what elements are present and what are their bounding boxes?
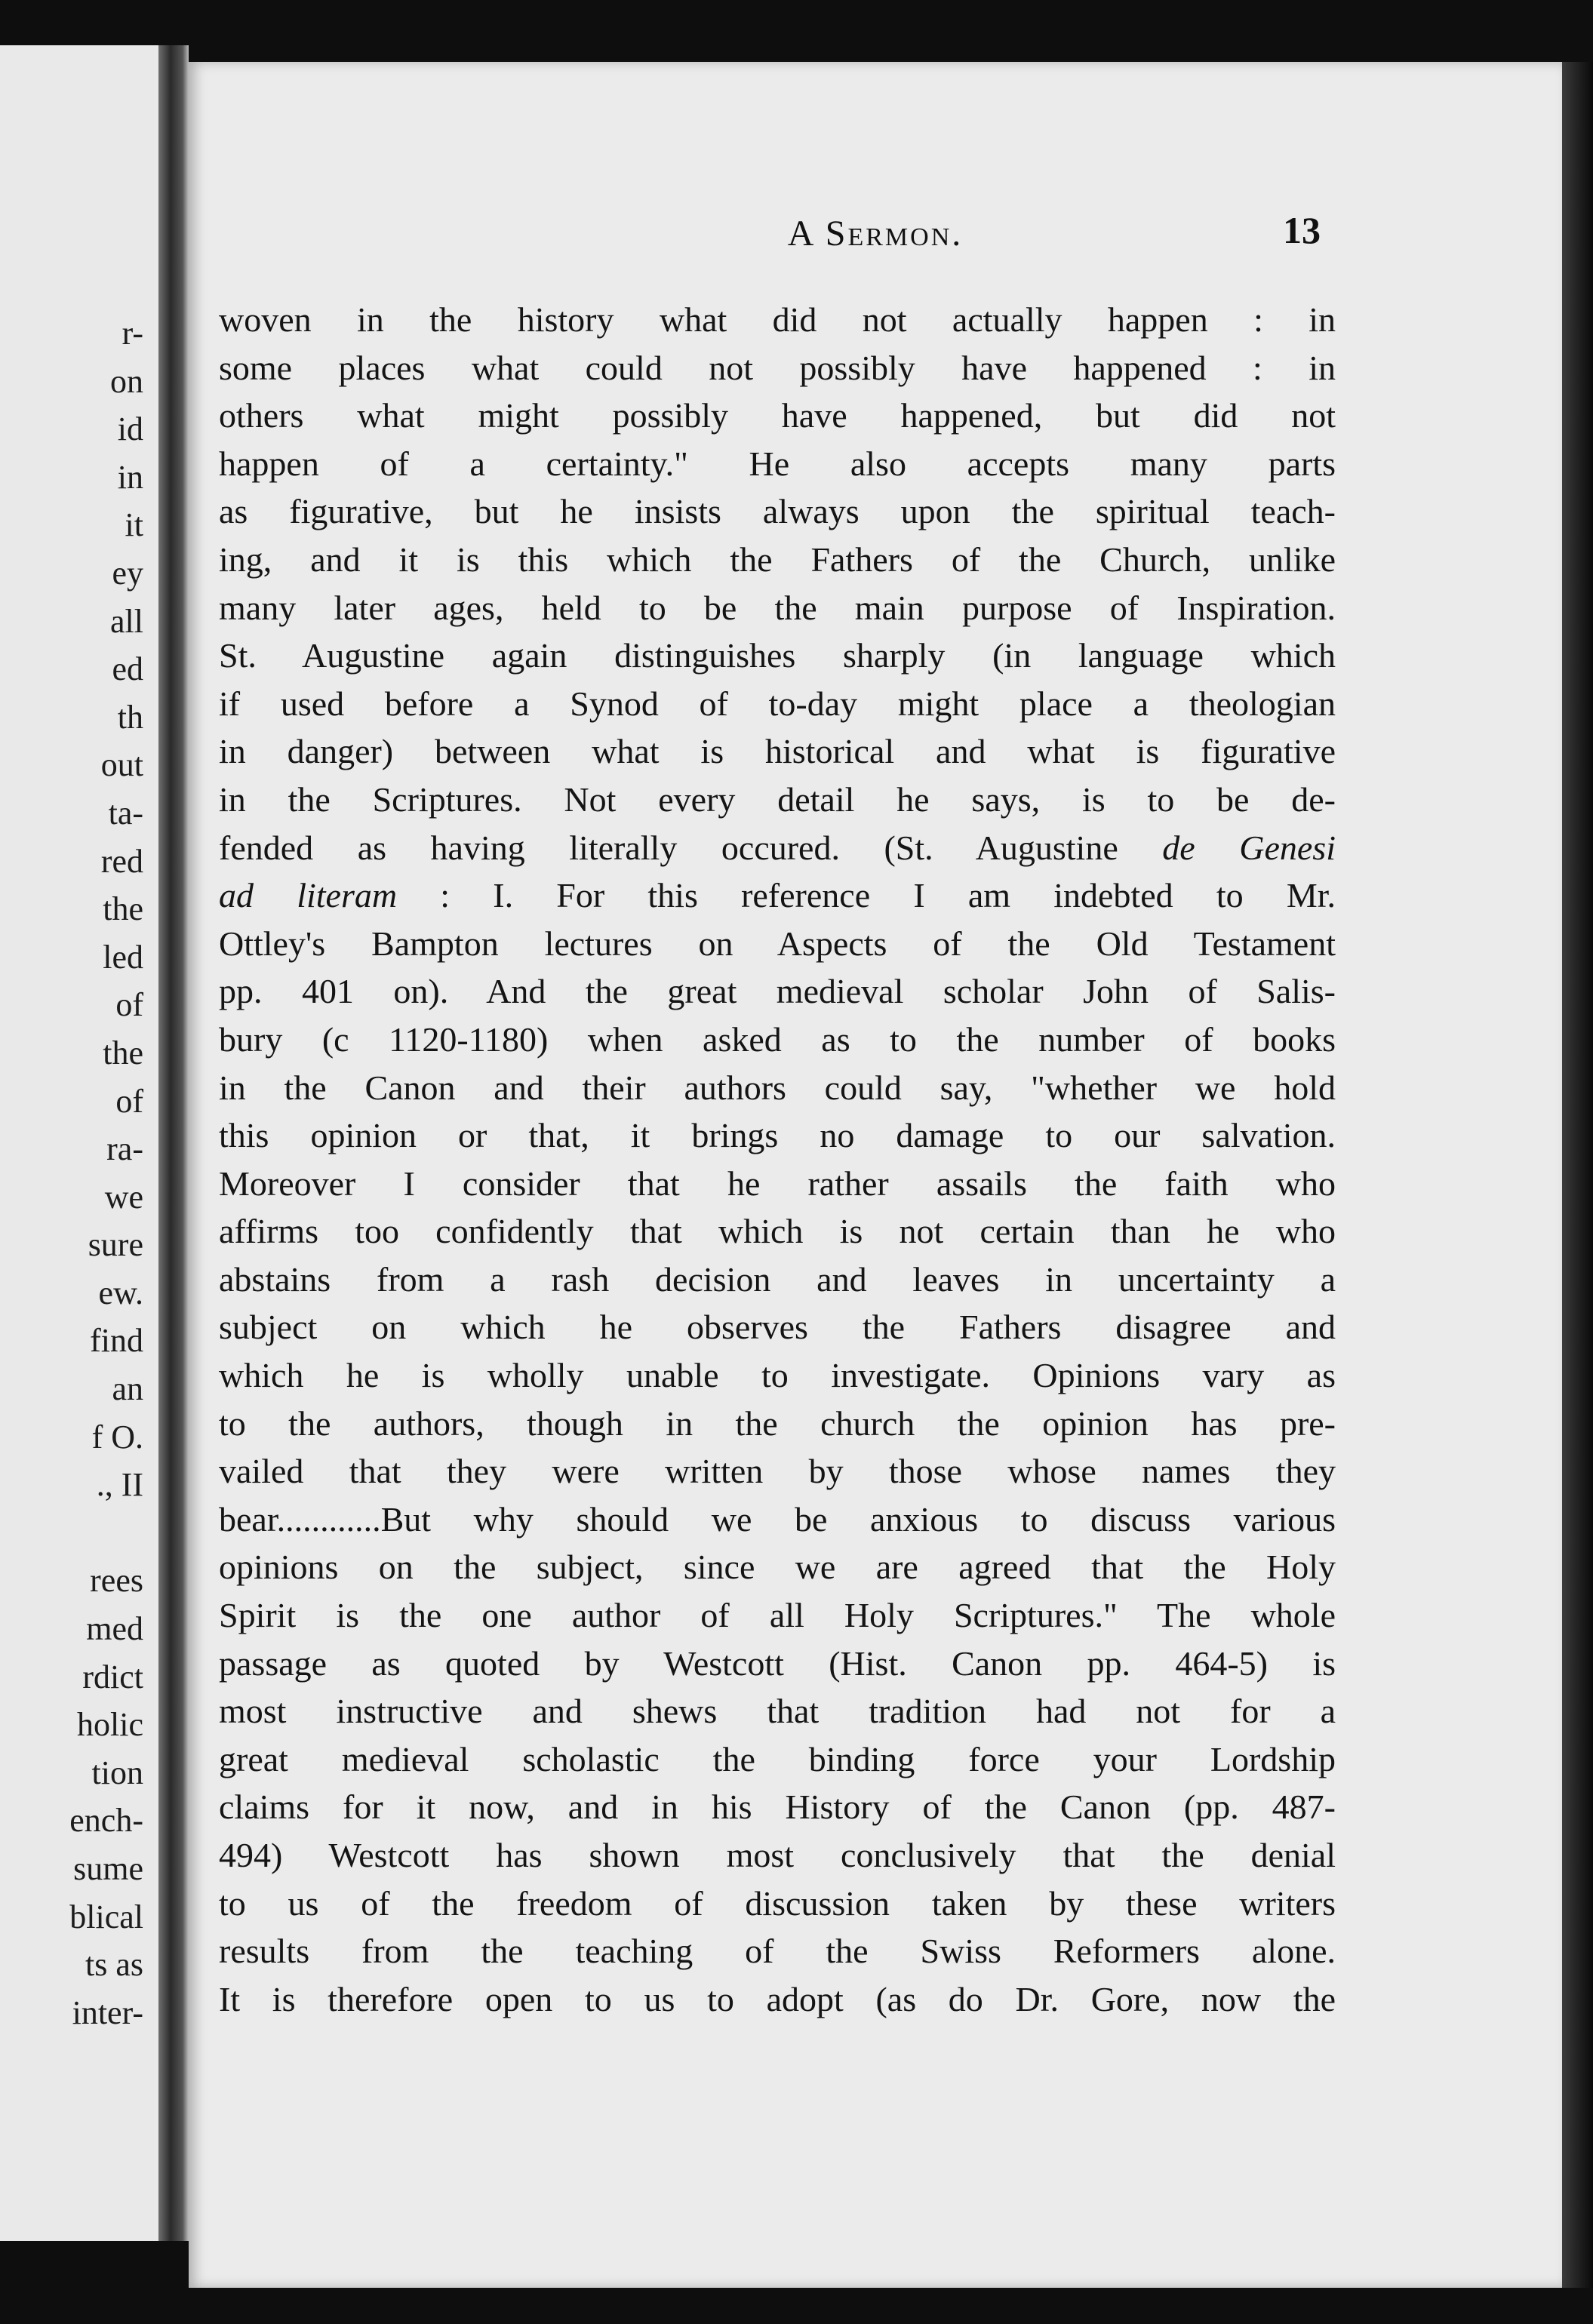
text-line: in the Scriptures. Not every detail he says, is to be de-	[219, 779, 1336, 819]
facing-page-text	[69, 309, 143, 2037]
page-edge-shadow	[1562, 62, 1593, 2288]
text-line: bear............But why should we be anxious to discuss various	[219, 1499, 1336, 1539]
body-text	[219, 296, 1336, 2023]
text-line: happen of a certainty." He also accepts many parts	[219, 444, 1336, 483]
facing-page-fragment: ey	[112, 554, 143, 592]
text-line: to us of the freedom of discussion taken by these writers	[219, 1883, 1336, 1923]
facing-page-fragment: id	[117, 410, 143, 448]
text-line: in the Canon and their authors could say, "whether we hold	[219, 1068, 1336, 1107]
facing-page-fragment: rees	[90, 1562, 143, 1600]
facing-page-fragment: med	[86, 1610, 143, 1648]
facing-page-fragment: of	[115, 1082, 143, 1120]
text-line: ad literam : I. For this reference I am indebted to Mr.	[219, 876, 1336, 915]
text-line: It is therefore open to us to adopt (as do Dr. Gore, now the	[219, 1979, 1336, 2018]
text-line: affirms too confidently that which is not certain than he who	[219, 1212, 1336, 1251]
page	[189, 62, 1562, 2288]
facing-page-fragment: all	[110, 602, 143, 640]
facing-page-fragment: sume	[73, 1850, 143, 1887]
running-head	[189, 209, 1562, 273]
facing-page	[0, 45, 163, 2241]
text-line: most instructive and shews that tradition had not for a	[219, 1692, 1336, 1731]
book-gutter	[158, 45, 189, 2241]
text-line: Moreover I consider that he rather assails the faith who	[219, 1164, 1336, 1203]
text-line: in danger) between what is historical and what is figurative	[219, 732, 1336, 771]
facing-page-fragment: find	[90, 1322, 143, 1360]
text-line: pp. 401 on). And the great medieval scholar John of Salis-	[219, 972, 1336, 1011]
facing-page-fragment: tion	[91, 1754, 143, 1791]
text-line: 494) Westcott has shown most conclusively that the denial	[219, 1836, 1336, 1874]
facing-page-fragment: ta-	[108, 794, 143, 832]
text-line: bury (c 1120-1180) when asked as to the number of books	[219, 1019, 1336, 1059]
text-line: which he is wholly unable to investigate. Opinions vary as	[219, 1356, 1336, 1395]
text-line: this opinion or that, it brings no damage to our salvation.	[219, 1116, 1336, 1155]
page-number: 13	[1283, 209, 1321, 251]
text-line: vailed that they were written by those whose names they	[219, 1452, 1336, 1491]
text-line: some places what could not possibly have happened : in	[219, 348, 1336, 387]
facing-page-fragment: holic	[77, 1706, 143, 1744]
text-line: Spirit is the one author of all Holy Scriptures." The whole	[219, 1596, 1336, 1635]
facing-page-fragment: ew.	[98, 1274, 143, 1311]
facing-page-fragment: it	[125, 506, 143, 544]
facing-page-fragment: an	[112, 1370, 143, 1408]
facing-page-fragment: on	[110, 362, 143, 400]
facing-page-fragment: led	[103, 938, 143, 976]
facing-page-fragment: the	[103, 890, 143, 928]
text-line: fended as having literally occured. (St. Augustine de Genesi	[219, 828, 1336, 867]
text-line: results from the teaching of the Swiss Reformers alone.	[219, 1932, 1336, 1971]
facing-page-fragment: r-	[121, 315, 143, 352]
facing-page-fragment: ts as	[85, 1946, 143, 1984]
text-line: as figurative, but he insists always upon the spiritual teach-	[219, 492, 1336, 531]
facing-page-fragment: ed	[112, 650, 143, 688]
text-line: passage as quoted by Westcott (Hist. Canon pp. 464-5) is	[219, 1643, 1336, 1683]
facing-page-fragment: f O.	[91, 1418, 143, 1456]
text-line: great medieval scholastic the binding force your Lordship	[219, 1739, 1336, 1778]
running-title: A Sermon.	[787, 214, 964, 254]
text-line: others what might possibly have happened, but did not	[219, 396, 1336, 435]
facing-page-fragment: out	[100, 746, 143, 784]
facing-page-fragment: red	[100, 842, 143, 880]
text-line: subject on which he observes the Fathers disagree and	[219, 1308, 1336, 1347]
facing-page-fragment: th	[117, 698, 143, 736]
text-line: claims for it now, and in his History of the Canon (pp. 487-	[219, 1788, 1336, 1827]
facing-page-fragment: blical	[69, 1898, 143, 1935]
facing-page-fragment: of	[115, 986, 143, 1024]
facing-page-fragment: sure	[88, 1226, 143, 1264]
text-line: many later ages, held to be the main purpose of Inspiration.	[219, 588, 1336, 627]
facing-page-fragment: ., II	[96, 1466, 143, 1504]
text-line: to the authors, though in the church the opinion has pre-	[219, 1403, 1336, 1443]
text-line: abstains from a rash decision and leaves in uncertainty a	[219, 1259, 1336, 1299]
facing-page-fragment: we	[104, 1178, 143, 1216]
text-line: woven in the history what did not actually happen : in	[219, 300, 1336, 339]
facing-page-fragment: in	[117, 458, 143, 496]
text-line: if used before a Synod of to-day might place a theologian	[219, 684, 1336, 723]
text-line: St. Augustine again distinguishes sharply (in language which	[219, 636, 1336, 675]
facing-page-fragment: ench-	[69, 1802, 143, 1840]
facing-page-fragment: inter-	[72, 1994, 143, 2031]
text-line: Ottley's Bampton lectures on Aspects of the Old Testament	[219, 924, 1336, 963]
facing-page-fragment: rdict	[82, 1658, 143, 1695]
facing-page-fragment	[69, 1509, 143, 1557]
facing-page-fragment: ra-	[106, 1130, 143, 1168]
facing-page-fragment: the	[103, 1034, 143, 1071]
text-line: ing, and it is this which the Fathers of the Church, unlike	[219, 540, 1336, 579]
text-line: opinions on the subject, since we are agreed that the Holy	[219, 1548, 1336, 1587]
